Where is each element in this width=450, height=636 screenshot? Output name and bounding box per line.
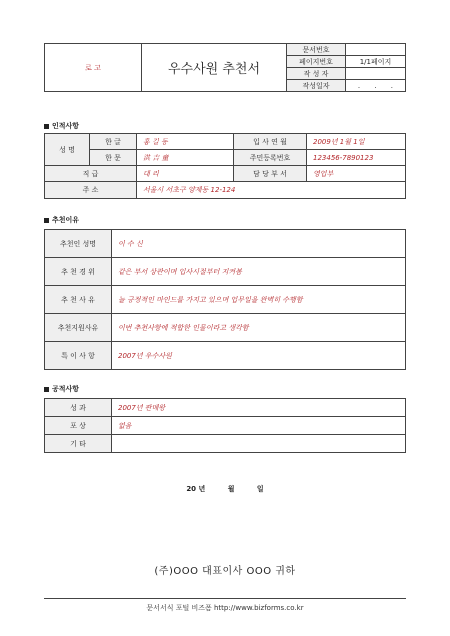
- resident-id-value[interactable]: 123456-7890123: [307, 150, 406, 166]
- footer-divider: [44, 598, 406, 599]
- department-label: 담 당 부 서: [234, 166, 307, 182]
- recommender-label: 추천인 성명: [45, 230, 112, 258]
- document-title: 우수사원 추천서: [142, 44, 287, 92]
- date-year[interactable]: 20 년: [186, 485, 206, 493]
- address-value[interactable]: 서울시 서초구 양재동 12-124: [137, 182, 406, 199]
- date-day[interactable]: 일: [256, 485, 264, 493]
- meta-value-author[interactable]: [346, 68, 406, 80]
- recommend-table: [44, 229, 406, 370]
- remarks-value[interactable]: 2007년 우수사원: [112, 342, 406, 370]
- award-label: 포 상: [45, 417, 112, 435]
- personal-info-table: [44, 133, 406, 199]
- logo-placeholder: 로 고: [45, 44, 142, 92]
- document-header: [44, 43, 406, 92]
- etc-label: 기 타: [45, 435, 112, 453]
- section-heading-merit: 공적사항: [44, 384, 79, 394]
- footer-text: 문서서식 포털 비즈폼 http://www.bizforms.co.kr: [146, 604, 304, 612]
- name-label: 성 명: [45, 134, 90, 166]
- join-date-label: 입 사 연 월: [234, 134, 307, 150]
- background-value[interactable]: 같은 부서 상관이며 입사시절부터 지켜봄: [112, 258, 406, 286]
- department-value[interactable]: 영업부: [307, 166, 406, 182]
- date-line: [0, 484, 450, 494]
- etc-value[interactable]: [112, 435, 406, 453]
- position-label: 직 급: [45, 166, 137, 182]
- hangul-label: 한 글: [90, 134, 137, 150]
- remarks-label: 특 이 사 항: [45, 342, 112, 370]
- reason-label: 추 천 사 유: [45, 286, 112, 314]
- achievement-label: 성 과: [45, 399, 112, 417]
- hanja-name-value[interactable]: 洪 吉 童: [137, 150, 234, 166]
- recommender-value[interactable]: 이 수 신: [112, 230, 406, 258]
- award-value[interactable]: 없음: [112, 417, 406, 435]
- meta-value-doc-number[interactable]: [346, 44, 406, 56]
- meta-label: 페이지번호: [287, 56, 346, 68]
- position-value[interactable]: 대 리: [137, 166, 234, 182]
- date-month[interactable]: 월: [227, 485, 235, 493]
- support-reason-label: 추천지원사유: [45, 314, 112, 342]
- recipient-line: (주)OOO 대표이사 OOO 귀하: [154, 566, 296, 577]
- meta-label: 작 성 자: [287, 68, 346, 80]
- square-bullet-icon: [44, 124, 49, 129]
- section-heading-personal: 인적사항: [44, 121, 79, 131]
- reason-value[interactable]: 늘 긍정적인 마인드를 가지고 있으며 업무일을 완벽히 수행함: [112, 286, 406, 314]
- join-date-value[interactable]: 2009년 1월 1일: [307, 134, 406, 150]
- background-label: 추 천 경 위: [45, 258, 112, 286]
- hanja-label: 한 문: [90, 150, 137, 166]
- support-reason-value[interactable]: 이번 추천사항에 적합한 인물이라고 생각함: [112, 314, 406, 342]
- merit-table: [44, 398, 406, 453]
- hangul-name-value[interactable]: 홍 길 동: [137, 134, 234, 150]
- meta-value-date[interactable]: . . .: [346, 80, 406, 92]
- meta-label: 문서번호: [287, 44, 346, 56]
- resident-id-label: 주민등록번호: [234, 150, 307, 166]
- achievement-value[interactable]: 2007년 판매왕: [112, 399, 406, 417]
- square-bullet-icon: [44, 387, 49, 392]
- meta-value-page[interactable]: 1/1페이지: [346, 56, 406, 68]
- address-label: 주 소: [45, 182, 137, 199]
- square-bullet-icon: [44, 218, 49, 223]
- section-heading-recommend: 추천이유: [44, 215, 79, 225]
- meta-label: 작성일자: [287, 80, 346, 92]
